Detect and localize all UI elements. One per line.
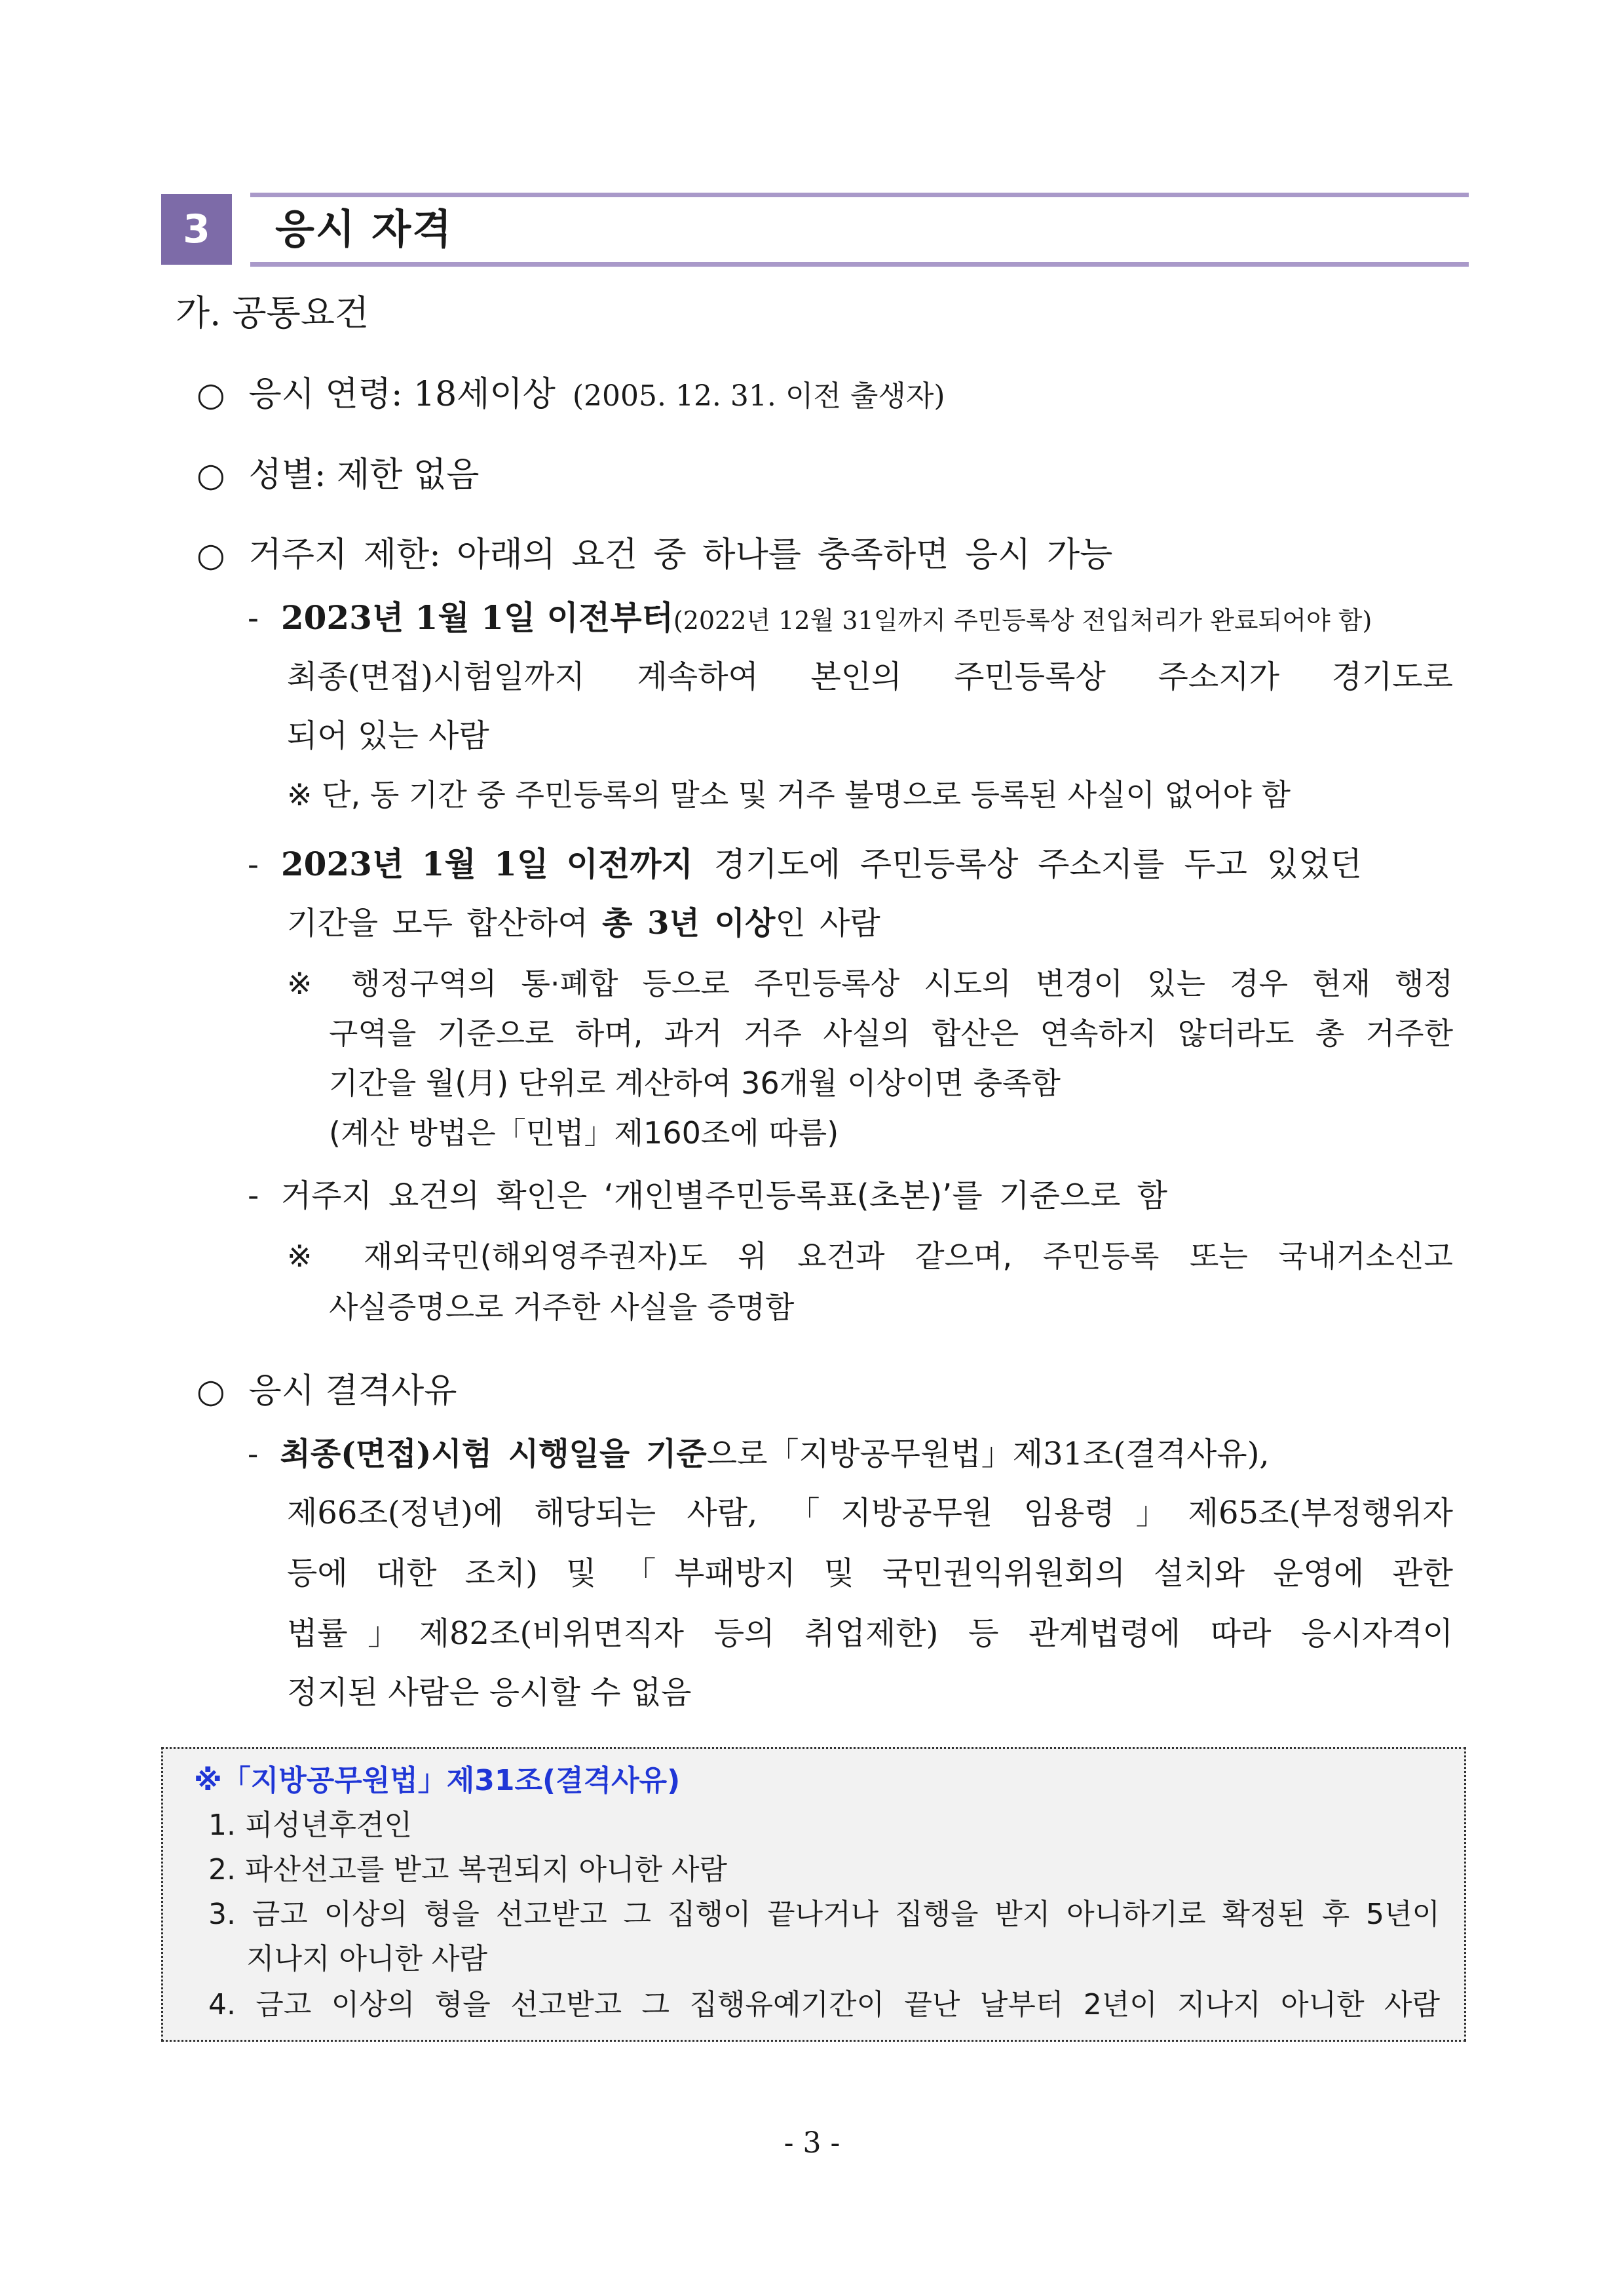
dash: -: [248, 845, 259, 883]
residence-label: 거주지 제한: 아래의 요건 중 하나를 충족하면 응시 가능: [248, 535, 1113, 575]
condition-2-bold: 2023년 1월 1일 이전까지: [280, 845, 693, 883]
age-detail: (2005. 12. 31. 이전 출생자): [572, 379, 945, 413]
header-top-rule: [250, 193, 1469, 197]
section-number-badge: 3: [161, 194, 232, 265]
disqualification-rest: 으로「지방공무원법」제31조(결격사유),: [706, 1436, 1270, 1472]
condition-2-remark-4: (계산 방법은「민법」제160조에 따름): [329, 1115, 839, 1151]
disqualification-label: 응시 결격사유: [248, 1371, 457, 1411]
residence-item: [197, 532, 1112, 578]
bullet-circle: ○: [197, 536, 225, 574]
dash: -: [248, 599, 259, 637]
age-label: 응시 연령: 18세이상: [248, 375, 556, 414]
condition-1-note: (2022년 12월 31일까지 주민등록상 전입처리가 완료되어야 함): [673, 606, 1372, 635]
bullet-circle: ○: [197, 1372, 225, 1410]
condition-1-bold: 2023년 1월 1일 이전부터: [280, 598, 673, 637]
condition-2-remark-2: 구역을 기준으로 하며, 과거 거주 사실의 합산은 연속하지 않더라도 총 거주한: [329, 1016, 1453, 1051]
bullet-circle: ○: [197, 375, 225, 413]
gender-label: 성별: 제한 없음: [248, 455, 480, 495]
dash: -: [248, 1177, 259, 1214]
page-number: - 3 -: [784, 2126, 840, 2160]
condition-2-remark-1: ※ 행정구역의 통·폐합 등으로 주민등록상 시도의 변경이 있는 경우 현재 행정: [287, 966, 1453, 1001]
disqualification-line1: [248, 1431, 1270, 1477]
condition-2-line2-end: 인 사람: [775, 905, 880, 942]
disqualification-line2: 제66조(정년)에 해당되는 사람, 「지방공무원 임용령」제65조(부정행위자: [287, 1495, 1453, 1531]
disqualification-item: [197, 1368, 457, 1414]
condition-2-line2-text: 기간을 모두 합산하여: [287, 905, 603, 942]
residence-condition-3: [248, 1173, 1167, 1219]
disqualification-line4: 법률」제82조(비위면직자 등의 취업제한) 등 관계법령에 따라 응시자격이: [287, 1615, 1453, 1652]
age-item: [197, 372, 945, 419]
notice-item: 1. 피성년후견인: [208, 1808, 412, 1842]
notice-item-continuation: 지나지 아니한 사람: [246, 1942, 488, 1976]
gender-item: [197, 452, 480, 498]
condition-1-remark: ※ 단, 동 기간 중 주민등록의 말소 및 거주 불명으로 등록된 사실이 없어야 함: [287, 777, 1291, 813]
condition-2-remark-3: 기간을 월(月) 단위로 계산하여 36개월 이상이면 충족함: [329, 1065, 1061, 1101]
section-title: 응시 자격: [275, 205, 453, 253]
header-bottom-rule: [250, 262, 1469, 267]
notice-item: 3. 금고 이상의 형을 선고받고 그 집행이 끝나거나 집행을 받지 아니하기로 확정된 후 5년이: [208, 1898, 1440, 1931]
dash: -: [248, 1436, 259, 1472]
condition-1-line3: 되어 있는 사람: [287, 718, 489, 754]
bullet-circle: ○: [197, 456, 225, 494]
condition-3-text: 거주지 요건의 확인은 ‘개인별주민등록표(초본)’를 기준으로 함: [280, 1177, 1168, 1214]
condition-2-line2: [287, 900, 880, 946]
condition-3-remark-1: ※ 재외국민(해외영주권자)도 위 요건과 같으며, 주민등록 또는 국내거소신고: [287, 1238, 1453, 1274]
condition-3-remark-2: 사실증명으로 거주한 사실을 증명함: [329, 1290, 795, 1325]
notice-box-title: ※「지방공무원법」제31조(결격사유): [194, 1764, 681, 1797]
disqualification-line5: 정지된 사람은 응시할 수 없음: [287, 1674, 692, 1711]
condition-2-three-years: 총 3년 이상: [602, 905, 776, 942]
notice-item: 2. 파산선고를 받고 복권되지 아니한 사람: [208, 1853, 727, 1886]
disqualification-line3: 등에 대한 조치) 및 「부패방지 및 국민권익위원회의 설치와 운영에 관한: [287, 1555, 1453, 1592]
subsection-title: 가. 공통요건: [176, 292, 369, 334]
residence-condition-1: [248, 595, 1372, 643]
condition-1-line2: 최종(면접)시험일까지 계속하여 본인의 주민등록상 주소지가 경기도로: [287, 659, 1453, 695]
disqualification-bold: 최종(면접)시험 시행일을 기준: [280, 1436, 707, 1472]
residence-condition-2: [248, 841, 1362, 887]
notice-item: 4. 금고 이상의 형을 선고받고 그 집행유예기간이 끝난 날부터 2년이 지나지 아니한 사람: [208, 1988, 1440, 2021]
condition-2-rest: 경기도에 주민등록상 주소지를 두고 있었던: [713, 845, 1362, 883]
